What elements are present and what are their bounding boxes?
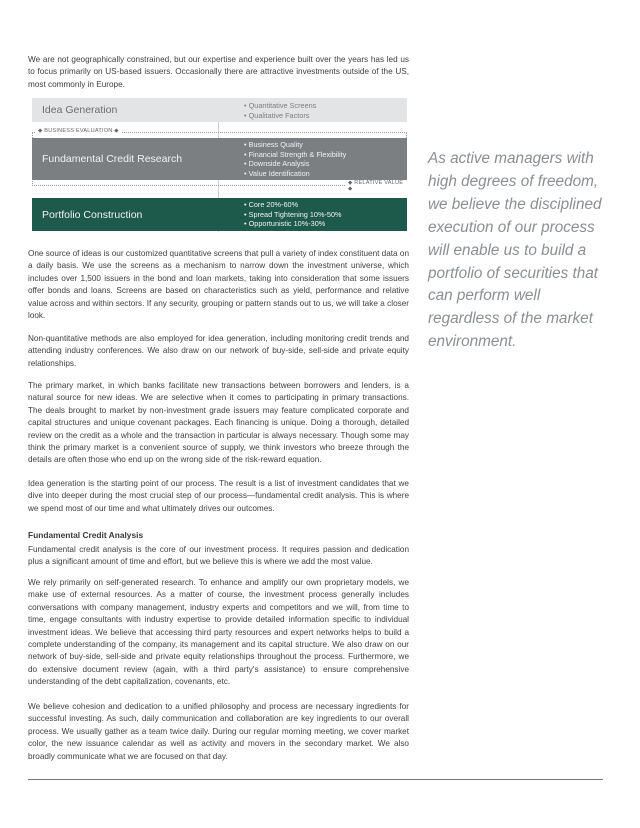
business-evaluation-label: ◆ BUSINESS EVALUATION ◆ xyxy=(38,128,119,134)
body-paragraph: One source of ideas is our customized quantitative screens that pull a variety of index constituent data on a daily basis. We use the screens as a mechanism to narrow down the investment universe, which includes over 1,500 issuers in the bond and loan markets, taking into consideration that some issuers offer bonds and loans. Screens are based on characteristics such as yield, performance and relative value across and within sectors. If any security, grouping or pattern stands out to us, we will take a closer look. xyxy=(28,249,409,321)
relative-value-label: ◆ RELATIVE VALUE ◆ xyxy=(346,180,407,192)
intro-paragraph: We are not geographically constrained, but our expertise and experience built over the years has led us to focus primarily on US-based issuers. Occasionally there are attractive investments outside of the US, most commonly in Europe. xyxy=(28,55,409,89)
section-heading: Fundamental Credit Analysis xyxy=(28,530,144,540)
bullet-item: • Qualitative Factors xyxy=(244,111,316,121)
pull-quote: As active managers with high degrees of freedom, we believe the disciplined execution of our process will enable us to build a portfolio of securities that can perform well regardless of the market environment. xyxy=(428,150,602,351)
body-paragraph: Non-quantitative methods are also employed for idea generation, including monitoring credit trends and attending industry conferences. We also draw on our network of buy-side, sell-side and private equity relationships. xyxy=(28,334,409,368)
bullet-item: • Spread Tightening 10%-50% xyxy=(244,210,342,220)
body-paragraph: We rely primarily on self-generated research. To enhance and amplify our own proprietary models, we make use of external resources. As a matter of course, the investment process generally includes conversations with company management, industry experts and competitors and we will, from time to time, engage consultants with industry expertise to provide detailed information specific to individual investment ideas. We believe that accessing third party resources and expert networks helps to build a complete understanding of the company, its management and its capital structure. We also draw on our network of buy-side, sell-side and private equity relationships throughout the process. Furthermore, we do extensive document review (again, with a third party's assistance) to ensure comprehensive understanding of the debt capitalization, covenants, etc. xyxy=(28,578,409,687)
bullet-item: • Quantitative Screens xyxy=(244,101,316,111)
bullet-item: • Downside Analysis xyxy=(244,159,346,169)
bullet-item: • Core 20%-60% xyxy=(244,200,342,210)
portfolio-construction-row xyxy=(32,198,407,231)
body-paragraph: Fundamental credit analysis is the core of our investment process. It requires passion and dedication plus a significant amount of time and effort, but we believe this is where we add the most value. xyxy=(28,545,409,567)
bullet-item: • Business Quality xyxy=(244,140,346,150)
fundamental-research-row xyxy=(32,138,407,180)
idea-generation-row xyxy=(32,98,407,122)
footer-rule xyxy=(28,779,603,780)
portfolio-construction-bullets xyxy=(244,200,342,229)
idea-generation-label: Idea Generation xyxy=(42,104,118,116)
bullet-item: • Opportunistic 10%-30% xyxy=(244,219,342,229)
process-diagram xyxy=(32,98,407,232)
bullet-item: • Financial Strength & Flexibility xyxy=(244,150,346,160)
bullet-item: • Value Identification xyxy=(244,169,346,179)
fundamental-research-label: Fundamental Credit Research xyxy=(42,153,183,165)
body-paragraph: The primary market, in which banks facilitate new transactions between borrowers and lenders, is a natural source for new ideas. We are selective when it comes to participating in primary transactions. The deals brought to market by non-investment grade issuers may feature complicated corporate and capital structures and unique covenant packages. Each financing is unique. Doing a thorough, detailed review on the credit as a whole and the transaction in particular is always necessary. Though some may think the primary market is a convenient source of supply, we think investors who breeze through the details are often those who end up on the wrong side of the risk-reward equation. xyxy=(28,381,409,465)
fundamental-research-bullets xyxy=(244,140,346,178)
portfolio-construction-label: Portfolio Construction xyxy=(42,208,143,221)
body-paragraph: We believe cohesion and dedication to a unified philosophy and process are necessary ingredients for successful investing. As such, daily communication and collaboration are key ingredients to our overall process. We usually gather as a team twice daily. During our regular morning meeting, we cover market color, the new issuance calendar as well as activity and movers in the secondary market. We also broadly communicate what we are focused on that day. xyxy=(28,702,409,761)
idea-generation-bullets xyxy=(244,101,316,120)
body-paragraph: Idea generation is the starting point of our process. The result is a list of investment candidates that we dive into deeper during the most crucial step of our process—fundamental credit analysis. This is where we spend most of our time and what ultimately drives our outcomes. xyxy=(28,479,409,513)
